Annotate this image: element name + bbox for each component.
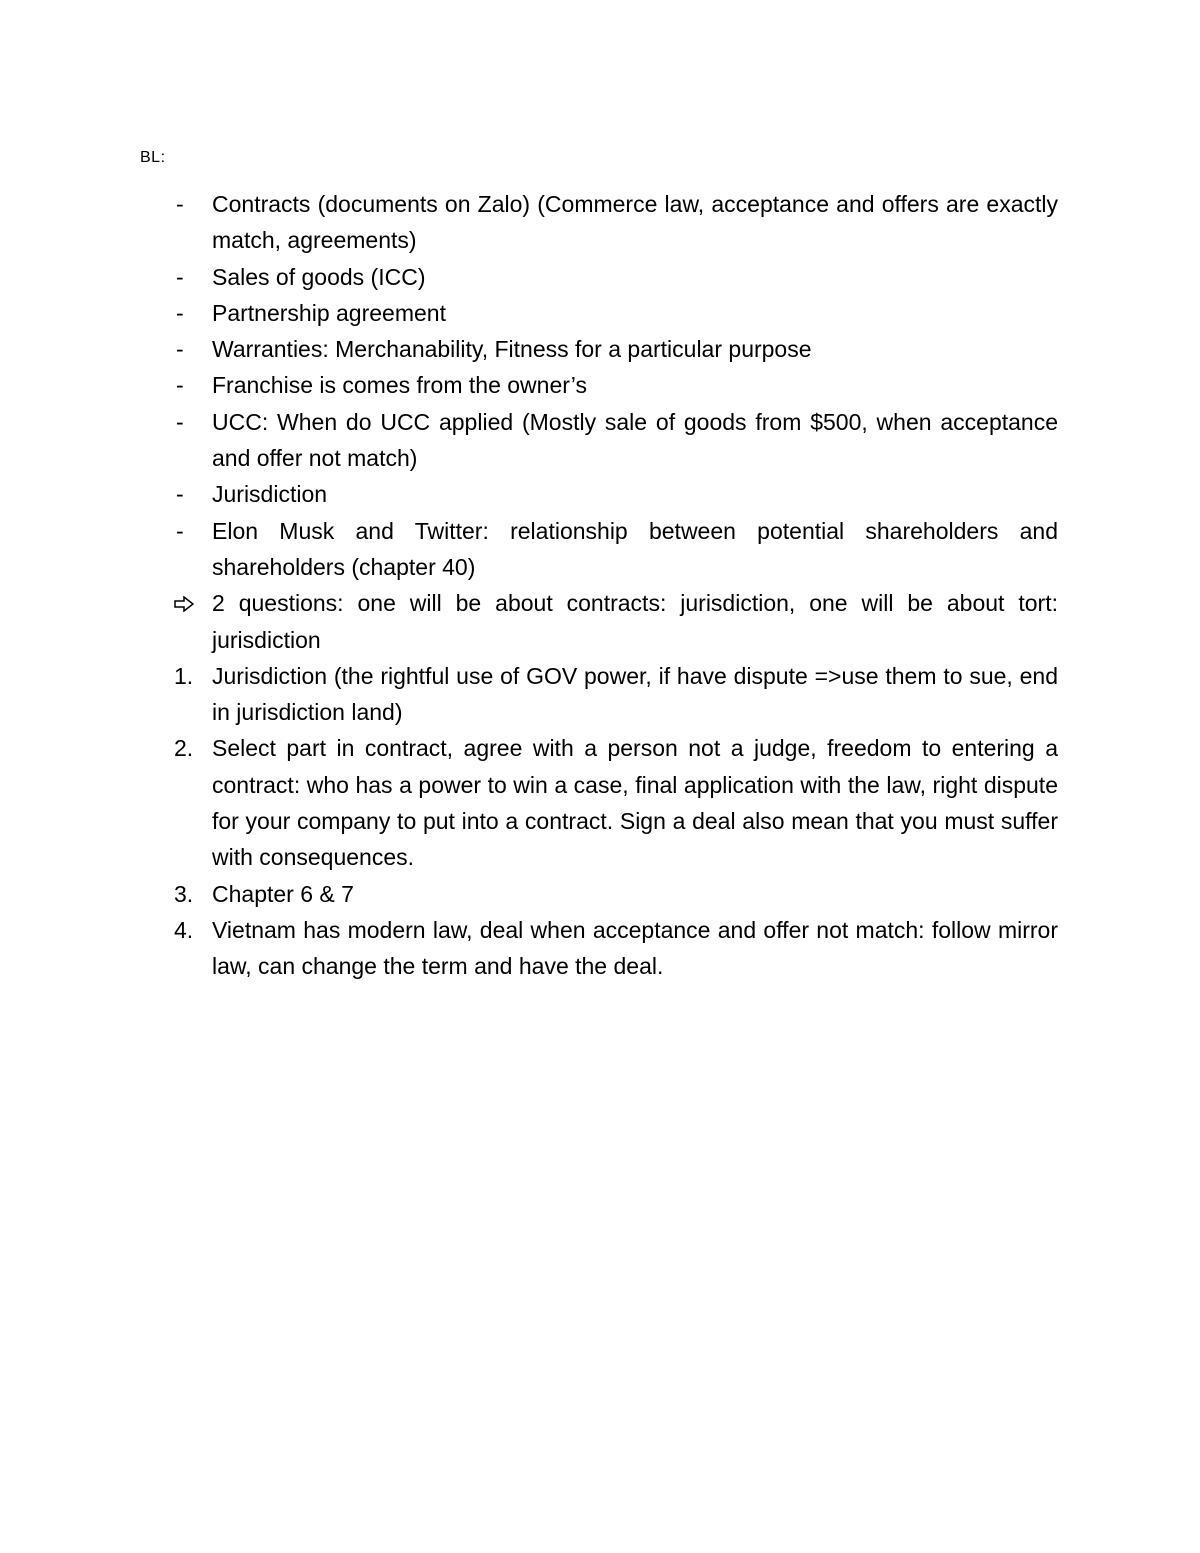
bullet-item [140,513,1058,586]
number-marker: 4. [174,916,194,943]
bullet-text: Partnership agreement [212,299,446,326]
numbered-text: Select part in contract, agree with a person not a judge, freedom to entering a contract: who has a power to win a case, final application with the law, right dispute for your company to put into a contract. Sign a deal also mean that you must suffer with consequences. [212,735,1058,871]
bullet-text: Contracts (documents on Zalo) (Commerce law, acceptance and offers are exactly match, agreements) [212,191,1058,254]
bullet-text: Warranties: Merchanability, Fitness for a particular purpose [212,336,812,363]
bullet-marker: - [176,372,184,399]
document-heading: BL: [140,149,166,166]
bullet-text: Franchise is comes from the owner’s [212,372,587,399]
bullet-marker: - [176,408,184,435]
numbered-text: Chapter 6 & 7 [212,880,354,907]
numbered-text: Jurisdiction (the rightful use of GOV power, if have dispute =>use them to sue, end in jurisdiction land) [212,662,1058,726]
bullet-item [140,367,1058,403]
bullet-text: UCC: When do UCC applied (Mostly sale of goods from $500, when acceptance and offer not match) [212,408,1058,472]
bullet-marker: - [176,336,184,363]
arrow-item-text: 2 questions: one will be about contracts: jurisdiction, one will be about tort: jurisdiction [212,590,1058,653]
bullet-text: Elon Musk and Twitter: relationship between potential shareholders and shareholders (chapter 40) [212,517,1058,580]
bullet-item [140,476,1058,512]
bullet-marker: - [176,481,184,508]
arrow-item [140,585,1058,658]
notes-list [140,186,1058,985]
bullet-marker: - [176,191,184,217]
bullet-marker: - [176,299,184,326]
number-marker: 2. [174,735,194,762]
bullet-text: Sales of goods (ICC) [212,263,426,290]
bullet-item [140,331,1058,367]
bullet-item [140,259,1058,295]
numbered-text: Vietnam has modern law, deal when acceptance and offer not match: follow mirror law, can change the term and have the deal. [212,916,1058,980]
number-marker: 3. [174,880,194,907]
numbered-item [140,730,1058,875]
bullet-item [140,295,1058,331]
bullet-item [140,404,1058,477]
bullet-marker: - [176,517,184,544]
numbered-item [140,876,1058,912]
bullet-text: Jurisdiction [212,481,328,508]
bullet-item [140,186,1058,259]
bullet-marker: - [176,263,184,290]
number-marker: 1. [174,662,194,689]
numbered-item [140,658,1058,731]
numbered-item [140,912,1058,985]
